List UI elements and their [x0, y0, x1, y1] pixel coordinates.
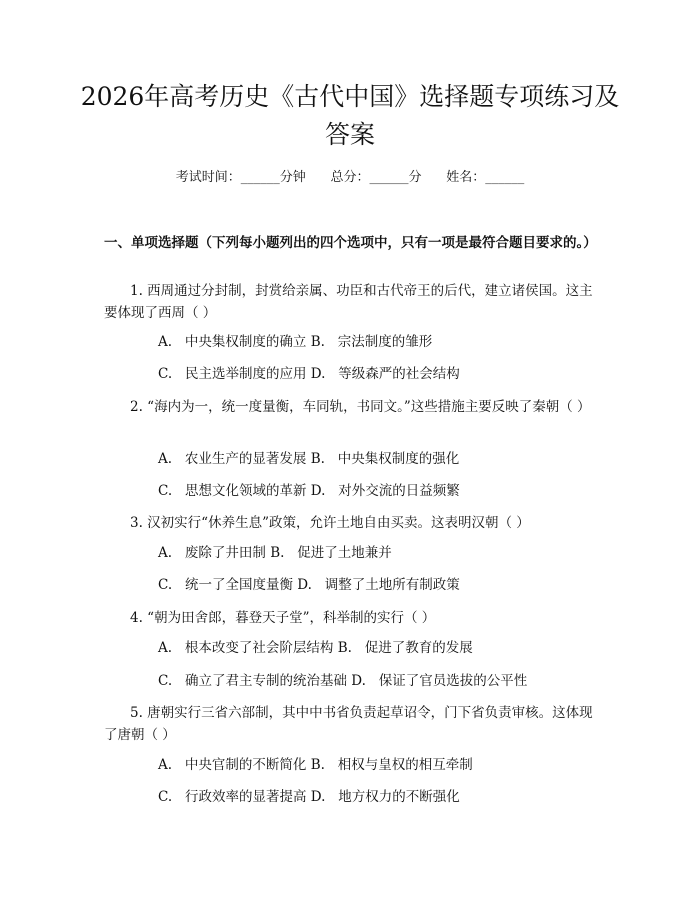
- question-3-options-cd: C. 统一了全国度量衡 D. 调整了土地所有制政策: [158, 577, 460, 593]
- question-4-stem: 4. “朝为田舍郎，暮登天子堂”，科举制的实行（ ）: [130, 610, 436, 626]
- question-1-stem: 1. 西周通过分封制，封赏给亲属、功臣和古代帝王的后代，建立诸侯国。这主要体现了西周（ ）: [104, 283, 593, 321]
- question-4-options-ab: A. 根本改变了社会阶层结构 B. 促进了教育的发展: [158, 640, 473, 656]
- question-1-options-cd: C. 民主选举制度的应用 D. 等级森严的社会结构: [158, 366, 460, 382]
- question-2-stem: 2. “海内为一，统一度量衡，车同轨，书同文。”这些措施主要反映了秦朝（ ）: [130, 399, 591, 415]
- exam-info-line: 考试时间：______分钟 总分：______分 姓名：______: [175, 170, 525, 185]
- question-3-options-ab: A. 废除了井田制 B. 促进了土地兼并: [158, 545, 392, 561]
- question-3-stem: 3. 汉初实行“休养生息”政策，允许土地自由买卖。这表明汉朝（ ）: [130, 515, 530, 531]
- question-2-options-ab: A. 农业生产的显著发展 B. 中央集权制度的强化: [158, 451, 460, 467]
- question-4-options-cd: C. 确立了君主专制的统治基础 D. 保证了官员选拔的公平性: [158, 673, 528, 689]
- question-5-options-cd: C. 行政效率的显著提高 D. 地方权力的不断强化: [158, 789, 460, 805]
- question-2-options-cd: C. 思想文化领域的革新 D. 对外交流的日益频繁: [158, 483, 460, 499]
- section-heading: 一、单项选择题（下列每小题列出的四个选项中，只有一项是最符合题目要求的。）: [104, 235, 597, 251]
- page-title: 2026年高考历史《古代中国》选择题专项练习及答案: [80, 82, 620, 149]
- question-5-options-ab: A. 中央官制的不断简化 B. 相权与皇权的相互牵制: [158, 757, 473, 773]
- question-1-options-ab: A. 中央集权制度的确立 B. 宗法制度的雏形: [158, 334, 433, 350]
- question-5-stem: 5. 唐朝实行三省六部制，其中中书省负责起草诏令，门下省负责审核。这体现了唐朝（ ）: [104, 705, 593, 743]
